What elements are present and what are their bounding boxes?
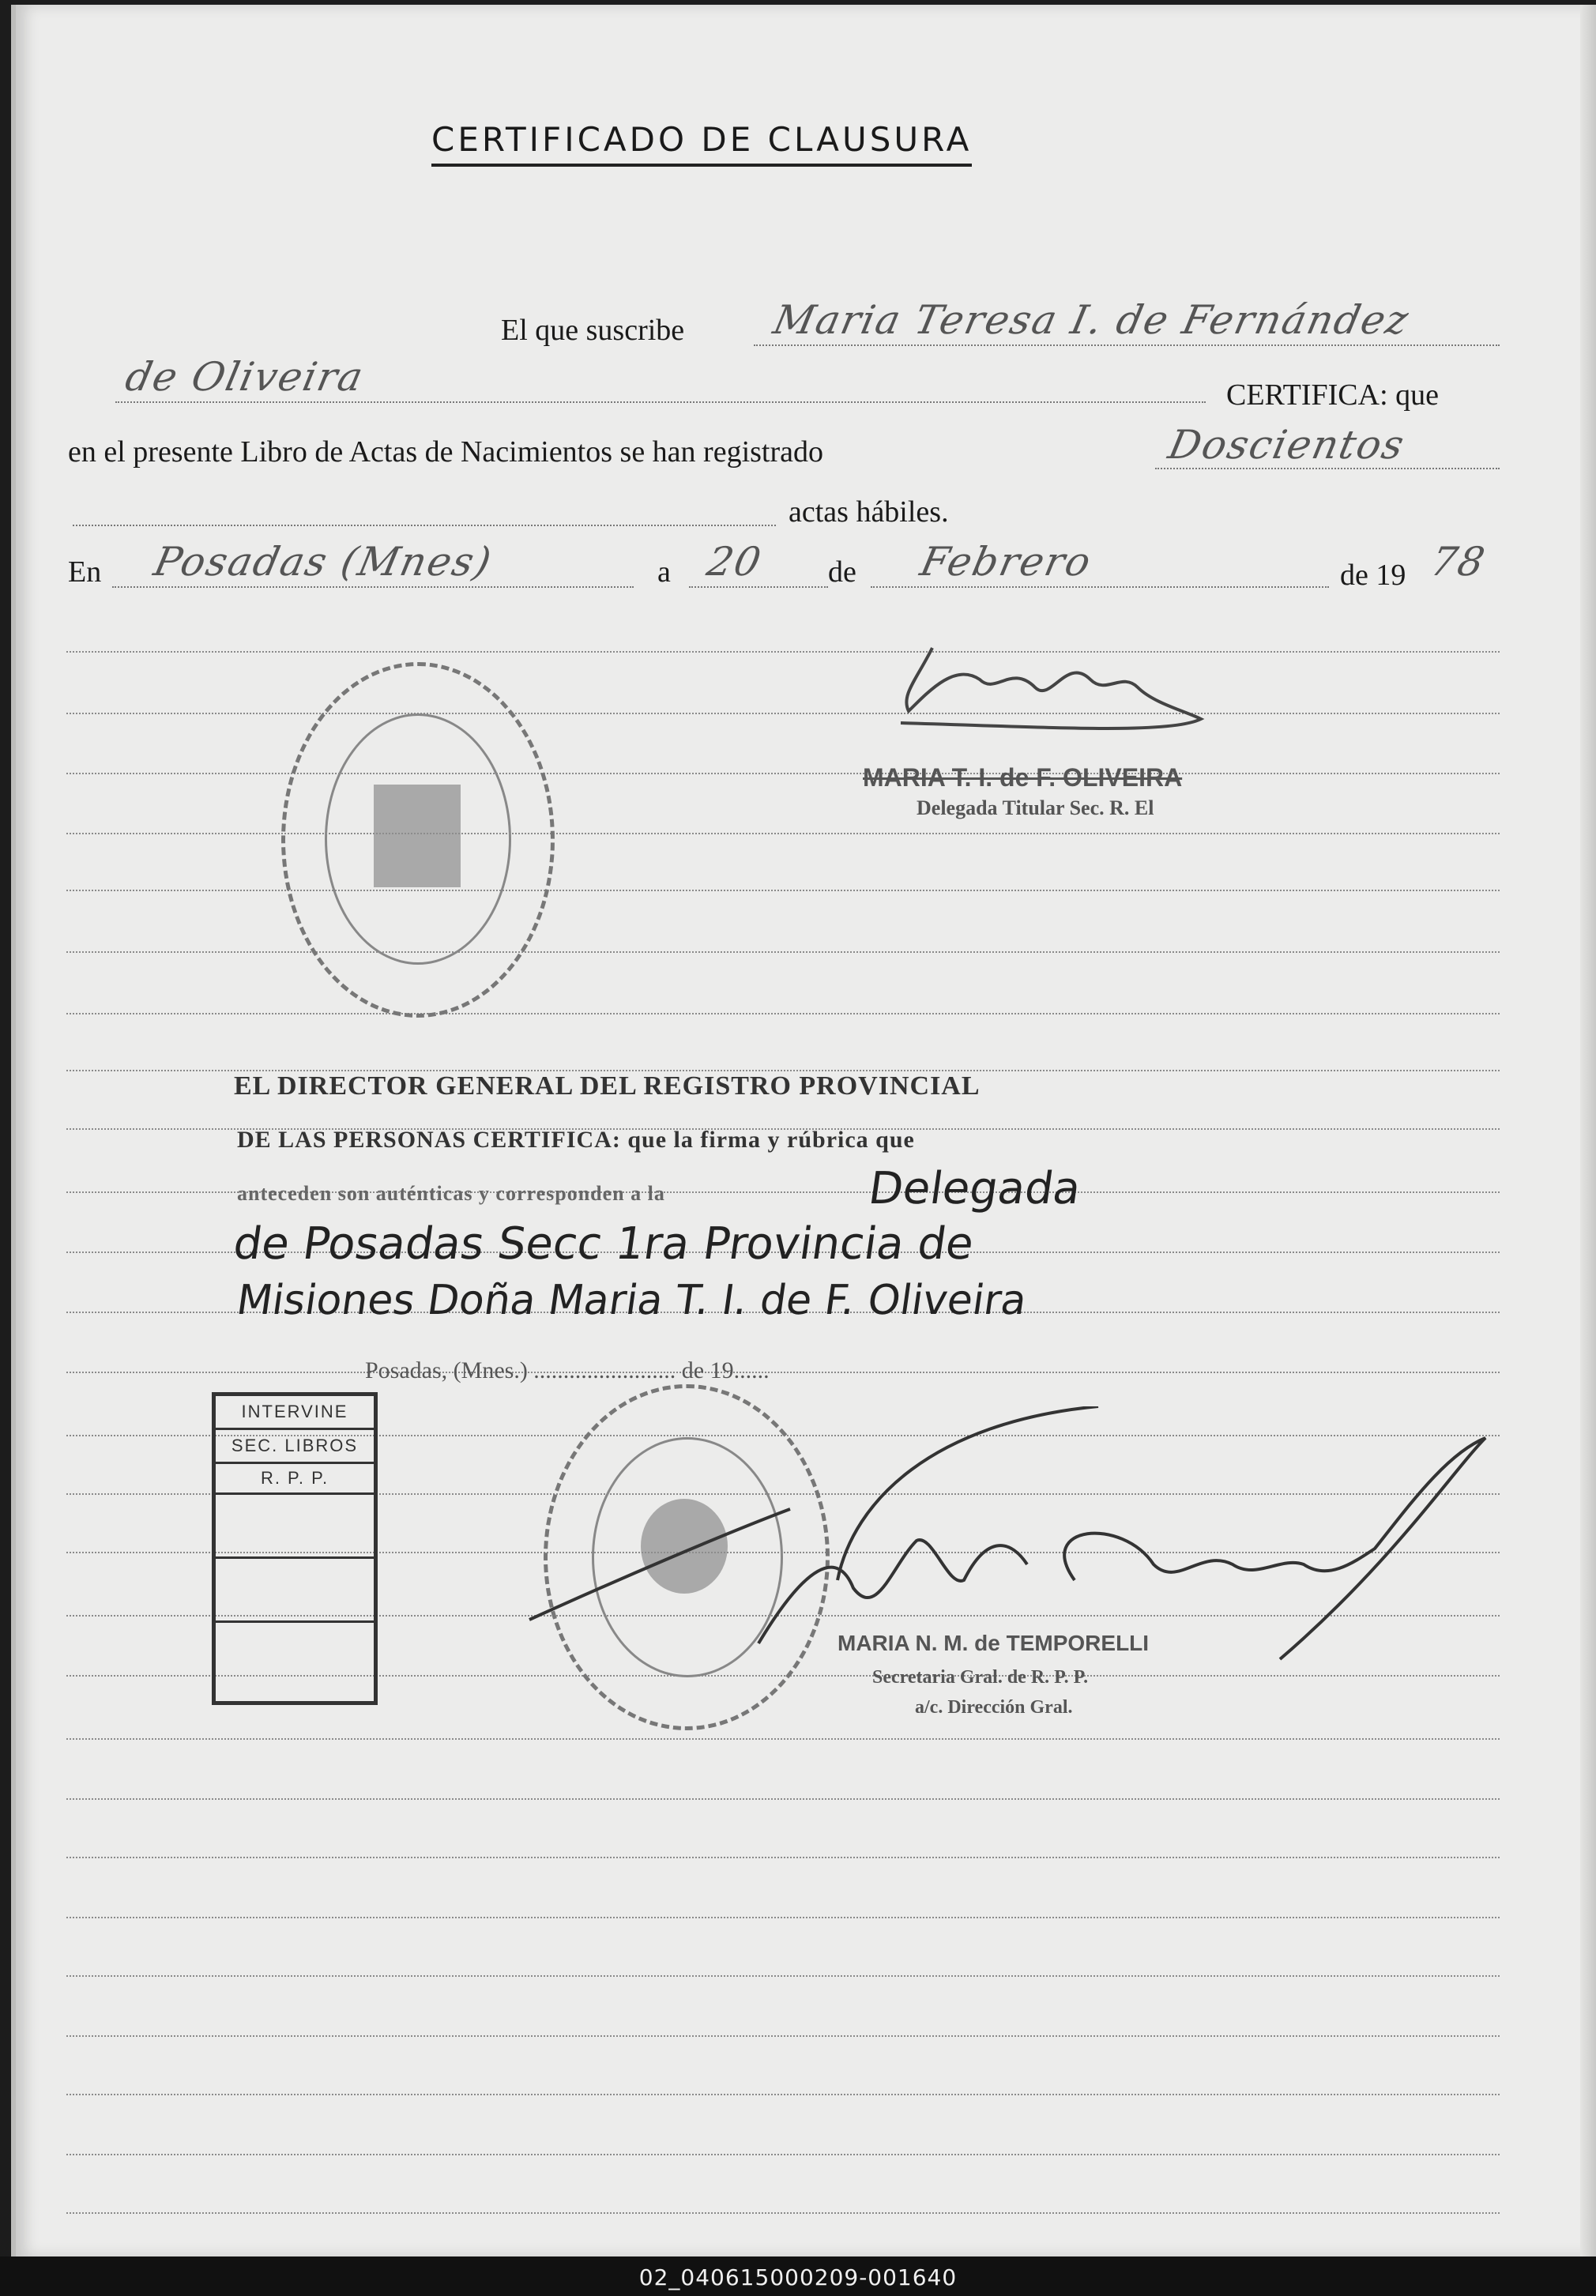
ruled-line xyxy=(66,1857,1500,1858)
sec-libros-label: SEC. LIBROS xyxy=(216,1430,374,1464)
dotted-line xyxy=(73,525,776,526)
director-hand-line-1: Delegada xyxy=(865,1163,1084,1214)
dotted-line xyxy=(112,586,634,588)
dotted-line xyxy=(1155,468,1500,469)
en-label: En xyxy=(68,555,102,589)
seal-emblem xyxy=(374,785,461,887)
ruled-line xyxy=(66,2035,1500,2037)
registro-text: en el presente Libro de Actas de Nacimientos se han registrado xyxy=(68,435,823,469)
ruled-line xyxy=(66,773,1500,774)
dotted-line xyxy=(689,586,828,588)
registry-seal-1 xyxy=(281,662,555,1018)
director-line-2: DE LAS PERSONAS CERTIFICA: que la firma y rúbrica que xyxy=(237,1127,915,1153)
director-line-3: anteceden son auténticas y corresponden a la xyxy=(237,1182,665,1205)
handwritten-place: Posadas (Mnes) xyxy=(149,539,497,585)
director-hand-line-2: de Posadas Secc 1ra Provincia de xyxy=(230,1218,977,1270)
secretary-role-stamp: Secretaria Gral. de R. P. P. xyxy=(872,1667,1089,1688)
director-line-1: EL DIRECTOR GENERAL DEL REGISTRO PROVINCIAL xyxy=(234,1071,981,1101)
ruled-line xyxy=(66,651,1500,653)
ruled-line xyxy=(66,1372,1500,1373)
box-empty-row xyxy=(216,1495,374,1559)
ruled-line xyxy=(66,1798,1500,1800)
ruled-line xyxy=(66,2154,1500,2155)
handwritten-name-1: Maria Teresa I. de Fernández xyxy=(769,297,1414,343)
secretary-name-stamp: MARIA N. M. de TEMPORELLI xyxy=(838,1631,1150,1655)
ruled-line xyxy=(66,713,1500,714)
ruled-line xyxy=(66,1738,1500,1740)
delegate-name-stamp: MARIA T. I. de F. OLIVEIRA xyxy=(863,763,1183,792)
year-prefix: de 19 xyxy=(1340,559,1406,592)
ruled-line xyxy=(66,951,1500,953)
ruled-line xyxy=(66,2212,1500,2214)
rpp-label: R. P. P. xyxy=(216,1464,374,1495)
handwritten-count: Doscientos xyxy=(1164,422,1410,468)
handwritten-month: Febrero xyxy=(916,539,1097,585)
ruled-line xyxy=(66,1975,1500,1977)
box-empty-row xyxy=(216,1559,374,1623)
handwritten-day: 20 xyxy=(702,539,766,585)
intervine-box xyxy=(212,1392,378,1705)
scan-id: 02_040615000209-001640 xyxy=(638,2264,958,2290)
director-hand-line-3: Misiones Doña Maria T. I. de F. Oliveira xyxy=(233,1277,1030,1324)
dotted-line xyxy=(115,401,1206,403)
document-title: CERTIFICADO DE CLAUSURA xyxy=(431,120,972,167)
de-label: de xyxy=(828,555,856,589)
handwritten-name-2: de Oliveira xyxy=(121,354,369,400)
a-label: a xyxy=(657,555,671,589)
suscribe-label: El que suscribe xyxy=(501,314,685,347)
page-fold xyxy=(1580,5,1596,2256)
handwritten-year: 78 xyxy=(1426,539,1490,585)
director-place-date: Posadas, (Mnes.) ........................ de 19...... xyxy=(365,1357,770,1383)
dotted-line xyxy=(871,586,1329,588)
actas-label: actas hábiles. xyxy=(789,495,949,529)
delegate-role-stamp: Delegada Titular Sec. R. El xyxy=(917,796,1154,819)
box-empty-row xyxy=(216,1623,374,1684)
secretary-note-stamp: a/c. Dirección Gral. xyxy=(915,1697,1073,1718)
intervine-label: INTERVINE xyxy=(216,1396,374,1430)
delegate-signature xyxy=(885,632,1217,758)
ruled-line xyxy=(66,890,1500,891)
ruled-line xyxy=(66,1917,1500,1918)
ruled-line xyxy=(66,1013,1500,1014)
certifica-label: CERTIFICA: que xyxy=(1226,378,1439,412)
dotted-line xyxy=(754,344,1500,346)
ruled-line xyxy=(66,2094,1500,2095)
